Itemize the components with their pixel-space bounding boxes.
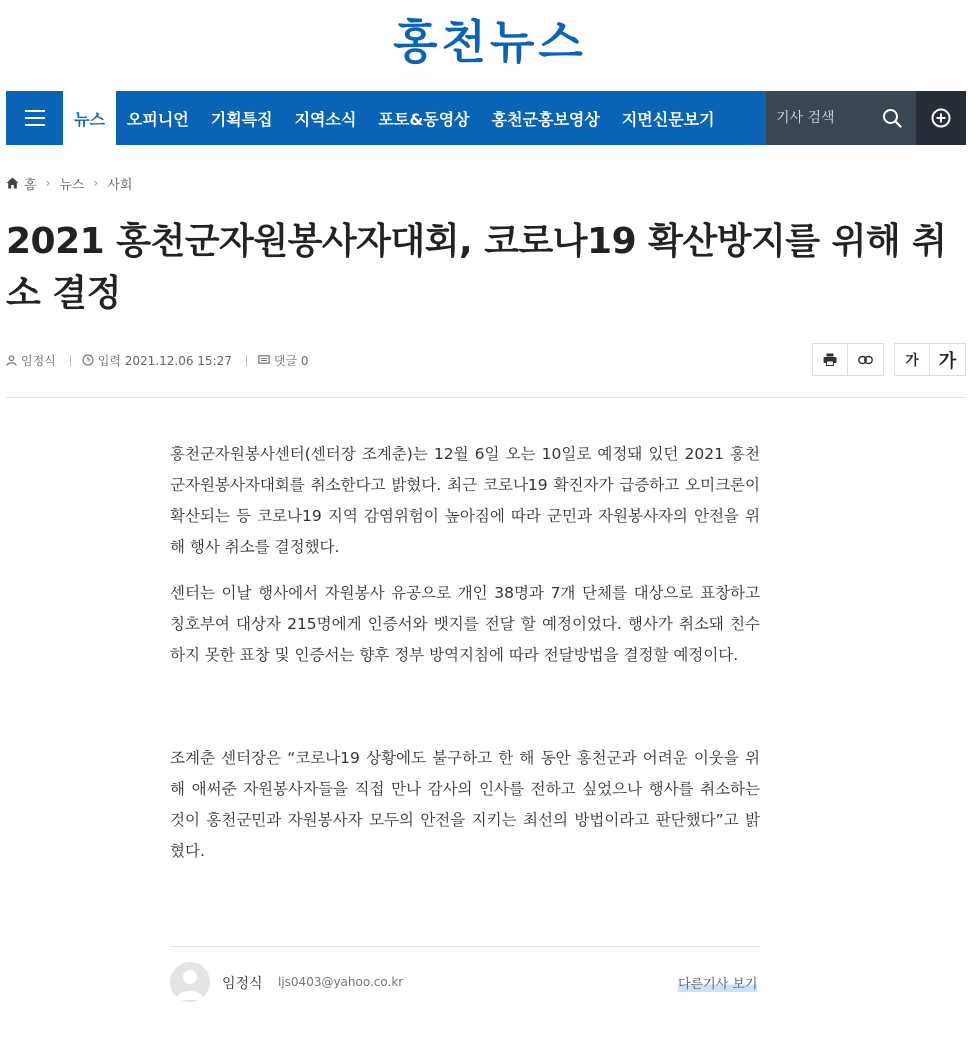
breadcrumb	[6, 173, 132, 193]
breadcrumb-news[interactable]: 뉴스	[59, 177, 85, 193]
breadcrumb-home[interactable]: 홈	[24, 177, 37, 193]
search-icon[interactable]	[882, 108, 902, 128]
search-input[interactable]	[776, 110, 876, 126]
header-divider	[6, 397, 966, 398]
chevron-right-icon: ›	[45, 176, 51, 190]
byline-email[interactable]: ljs0403@yahoo.co.kr	[278, 975, 404, 989]
copy-link-button[interactable]	[848, 343, 884, 376]
nav-item-local[interactable]: 지역소식	[294, 109, 357, 129]
plus-circle-icon	[931, 108, 951, 128]
chevron-right-icon: ›	[93, 176, 99, 190]
article-tools	[812, 343, 884, 376]
published-date: 입력 2021.12.06 15:27	[97, 353, 232, 368]
byline-author: 임정식	[222, 976, 263, 992]
more-menu-button[interactable]	[916, 91, 966, 145]
user-icon	[6, 355, 17, 366]
author-name: 임정식	[21, 353, 56, 368]
home-icon	[6, 177, 19, 189]
article-paragraph: 조계춘 센터장은 “코로나19 상황에도 불구하고 한 해 동안 홍천군과 어려운 이웃을 위해 애써준 자원봉사자들을 직접 만나 감사의 인사를 전하고 싶었으나 행사를 취소하는 것이 홍천군민과 자원봉사자 모두의 안전을 지키는 최선의 방법이라고 판단했다”고 밝혔다.	[170, 749, 760, 860]
nav-item-promo-video[interactable]: 홍천군홍보영상	[491, 109, 600, 129]
article-paragraph: 홍천군자원봉사센터(센터장 조계춘)는 12월 6일 오는 10일로 예정돼 있던 2021 홍천군자원봉사자대회를 취소한다고 밝혔다. 최근 코로나19 확진자가 급증하고 오미크론이 확산되는 등 코로나19 지역 감염위험이 높아짐에 따라 군민과 자원봉사자의 안전을 위해 행사 취소를 결정했다.	[170, 445, 760, 556]
comment-count[interactable]: 댓글 0	[273, 353, 309, 368]
menu-button[interactable]	[6, 91, 63, 145]
nav-item-photo-video[interactable]: 포토&동영상	[378, 109, 470, 129]
article-meta	[6, 350, 309, 370]
font-size-tools	[894, 343, 966, 376]
search-box	[766, 91, 916, 145]
nav-item-features[interactable]: 기획특집	[210, 109, 273, 129]
meta-divider	[70, 355, 71, 366]
article-paragraph: 센터는 이날 행사에서 자원봉사 유공으로 개인 38명과 7개 단체를 대상으로 표창하고 칭호부여 대상자 215명에게 인증서와 뱃지를 전달 할 예정이었다. 행사가 취소돼 친수하지 못한 표창 및 인증서는 향후 정부 방역지침에 따라 전달방법을 결정할 예정이다.	[170, 584, 760, 664]
print-button[interactable]	[812, 343, 848, 376]
nav-item-opinion[interactable]: 오피니언	[126, 109, 189, 129]
comment-icon	[258, 355, 270, 366]
link-icon	[858, 355, 873, 365]
article-title: 2021 홍천군자원봉사자대회, 코로나19 확산방지를 위해 취소 결정	[6, 221, 947, 314]
font-increase-button[interactable]: 가	[930, 343, 966, 376]
more-articles-link[interactable]: 다른기사 보기	[678, 973, 757, 992]
meta-divider	[246, 355, 247, 366]
site-logo[interactable]: 홍천뉴스	[393, 15, 587, 69]
user-avatar-icon	[170, 962, 210, 1002]
main-nav	[6, 91, 966, 145]
nav-item-print-edition[interactable]: 지면신문보기	[621, 109, 715, 129]
breadcrumb-society[interactable]: 사회	[107, 177, 133, 193]
avatar	[170, 962, 210, 1002]
byline-divider	[170, 946, 760, 947]
nav-item-news[interactable]: 뉴스	[63, 91, 116, 145]
font-decrease-button[interactable]: 가	[894, 343, 930, 376]
hamburger-icon	[25, 110, 45, 126]
nav-items	[63, 91, 726, 145]
clock-icon	[82, 354, 94, 366]
print-icon	[823, 353, 837, 366]
